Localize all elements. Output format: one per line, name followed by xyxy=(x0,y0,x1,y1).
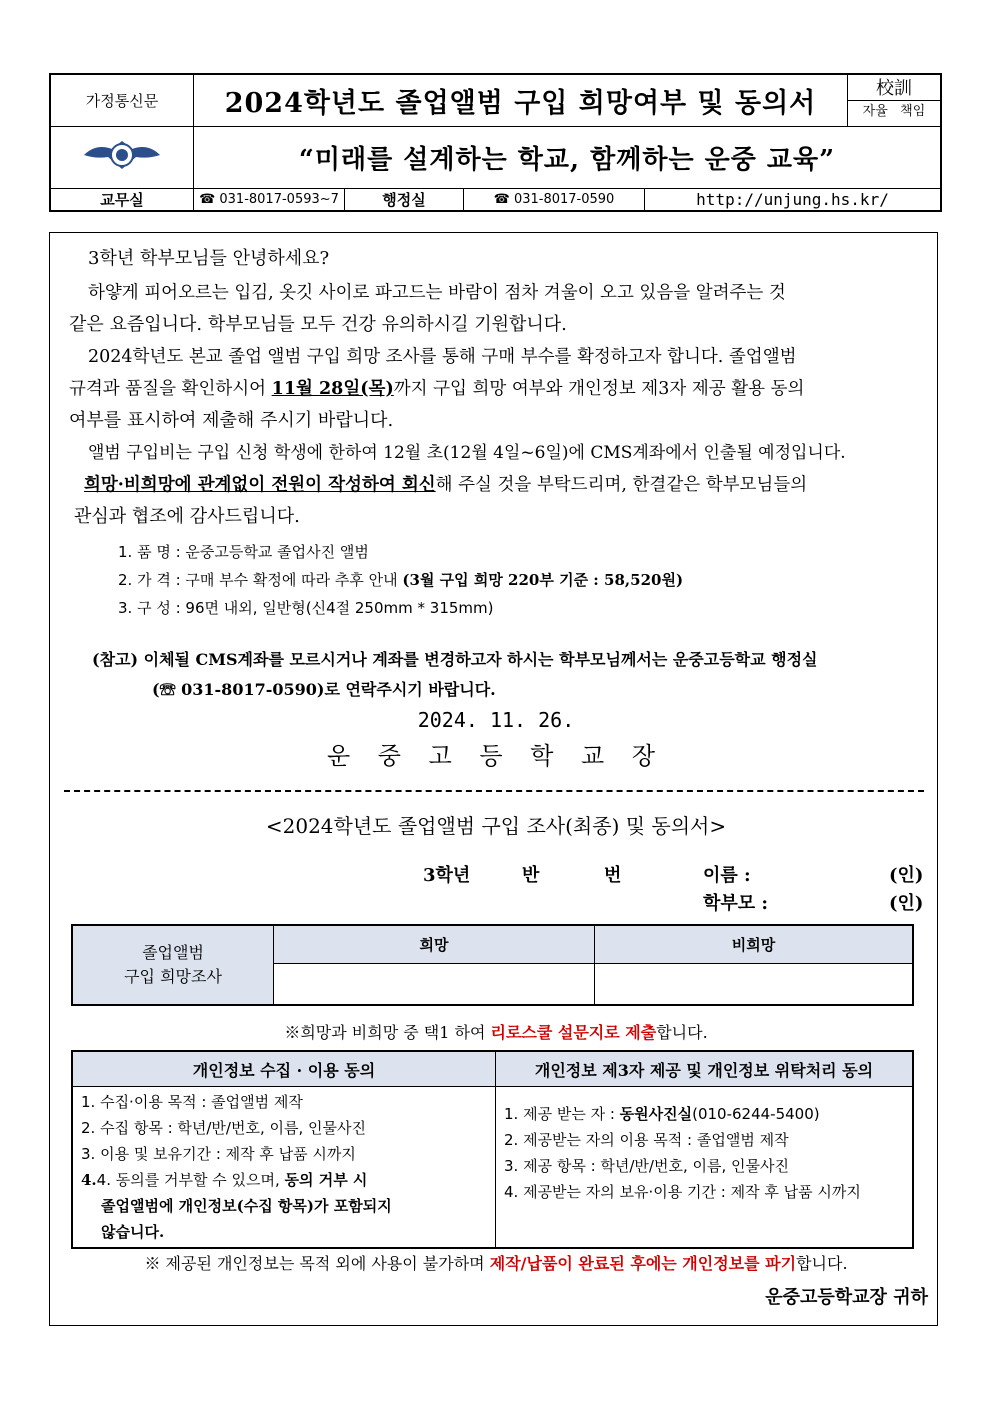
motto-values: 자율 책임 xyxy=(848,100,940,123)
header-table xyxy=(49,73,942,212)
note-line-1: (참고) 이체될 CMS계좌를 모르시거나 계좌를 변경하고자 하시는 학부모님께서는 운중고등학교 행정실 xyxy=(92,650,818,669)
number-label: 번 xyxy=(604,865,622,886)
form-title: <2024학년도 졸업앨범 구입 조사(최종) 및 동의서> xyxy=(265,814,727,838)
motto-label: 校訓 xyxy=(875,77,912,99)
consent-table xyxy=(71,1050,914,1249)
privacy-footer-note: ※ 제공된 개인정보는 목적 외에 사용이 불가하며 제작/납품이 완료된 후에는 개인정보를 파기합니다. xyxy=(144,1254,848,1273)
survey-label: 졸업앨범 구입 희망조사 xyxy=(72,925,274,1005)
consent-left-items: 1. 수집·이용 목적 : 졸업앨범 제작 2. 수집 항목 : 학년/반/번호, 이름, 인물사진 3. 이용 및 보유기간 : 제작 후 납품 시까지 4.4. 동의를 거부할 수 있으며, 동의 거부 시 졸업앨범에 개인정보(수집 항목)가 포함되지 않습니다. xyxy=(72,1087,496,1249)
no-checkbox-cell[interactable] xyxy=(595,963,914,1005)
tiger-emblem-icon xyxy=(82,135,162,175)
survey-note: ※희망과 비희망 중 택1 하여 리로스쿨 설문지로 제출합니다. xyxy=(284,1023,708,1042)
paragraph-2a: 2024학년도 본교 졸업 앨범 구입 희망 조사를 통해 구매 부수를 확정하고자 합니다. 졸업앨범 xyxy=(88,347,797,367)
signer: 운 중 고 등 학 교 장 xyxy=(326,742,666,770)
parent-label: 학부모 : xyxy=(703,893,769,914)
school-slogan: “미래를 설계하는 학교, 함께하는 운중 교육” xyxy=(194,126,942,188)
consent-right-title: 개인정보 제3자 제공 및 개인정보 위탁처리 동의 xyxy=(496,1051,914,1087)
office-label-academic: 교무실 xyxy=(50,188,194,211)
parent-seal: (인) xyxy=(889,893,924,914)
paragraph-2c: 여부를 표시하여 제출해 주시기 바랍니다. xyxy=(69,410,394,431)
consent-right-items: 1. 제공 받는 자 : 동원사진실(010-6244-5400) 2. 제공받는 자의 이용 목적 : 졸업앨범 제작 3. 제공 항목 : 학년/반/번호, 이름, 인물사진 4. 제공받는 자의 보유·이용 기간 : 제작 후 납품 시까지 xyxy=(496,1087,914,1249)
paragraph-2b: 규격과 품질을 확인하시어 11월 28일(목)까지 구입 희망 여부와 개인정보 제3자 제공 활용 동의 xyxy=(69,379,805,399)
note-line-2: (☏ 031-8017-0590)로 연락주시기 바랍니다. xyxy=(152,680,496,699)
grade-label: 3학년 xyxy=(423,865,471,886)
office-label-admin: 행정실 xyxy=(345,188,464,211)
paragraph-3b: 희망·비희망에 관계없이 전원이 작성하여 회신해 주실 것을 부탁드리며, 한결같은 학부모님들의 xyxy=(84,475,808,495)
cut-line xyxy=(64,790,924,792)
consent-left-title: 개인정보 수집 · 이용 동의 xyxy=(72,1051,496,1087)
school-logo xyxy=(50,126,194,188)
doc-title: 2024학년도 졸업앨범 구입 희망여부 및 동의서 xyxy=(194,74,848,126)
name-label: 이름 : xyxy=(703,865,751,886)
doc-type-label: 가정통신문 xyxy=(50,74,194,126)
letter-date: 2024. 11. 26. xyxy=(417,708,575,732)
paragraph-3a: 앨범 구입비는 구입 신청 학생에 한하여 12월 초(12월 4일~6일)에 CMS계좌에서 인출될 예정입니다. xyxy=(88,443,846,463)
item-price: 2. 가 격 : 구매 부수 확정에 따라 추후 안내 (3월 구입 희망 220부 기준 : 58,520원) xyxy=(118,571,684,589)
col-no: 비희망 xyxy=(595,925,914,963)
col-yes: 희망 xyxy=(274,925,595,963)
all-reply-notice: 희망·비희망에 관계없이 전원이 작성하여 회신 xyxy=(84,475,436,495)
paragraph-3c: 관심과 협조에 감사드립니다. xyxy=(74,506,300,527)
greeting: 3학년 학부모님들 안녕하세요? xyxy=(88,248,330,269)
survey-table xyxy=(71,924,914,1006)
deadline-date: 11월 28일(목) xyxy=(271,379,394,399)
motto-cell xyxy=(847,74,941,126)
item-name: 1. 품 명 : 운중고등학교 졸업사진 앨범 xyxy=(118,543,369,561)
name-seal: (인) xyxy=(889,865,924,886)
paragraph-1a: 하얗게 피어오르는 입김, 옷깃 사이로 파고드는 바람이 점차 겨울이 오고 있음을 알려주는 것 xyxy=(88,283,786,303)
recipient: 운중고등학교장 귀하 xyxy=(765,1287,928,1308)
phone-admin: ☎ 031-8017-0590 xyxy=(464,188,645,211)
phone-academic: ☎ 031-8017-0593~7 xyxy=(194,188,345,211)
paragraph-1b: 같은 요즘입니다. 학부모님들 모두 건강 유의하시길 기원합니다. xyxy=(69,314,567,335)
school-url[interactable]: http://unjung.hs.kr/ xyxy=(645,188,942,211)
yes-checkbox-cell[interactable] xyxy=(274,963,595,1005)
item-spec: 3. 구 성 : 96면 내외, 일반형(신4절 250mm * 315mm) xyxy=(118,599,494,617)
class-label: 반 xyxy=(522,865,540,886)
